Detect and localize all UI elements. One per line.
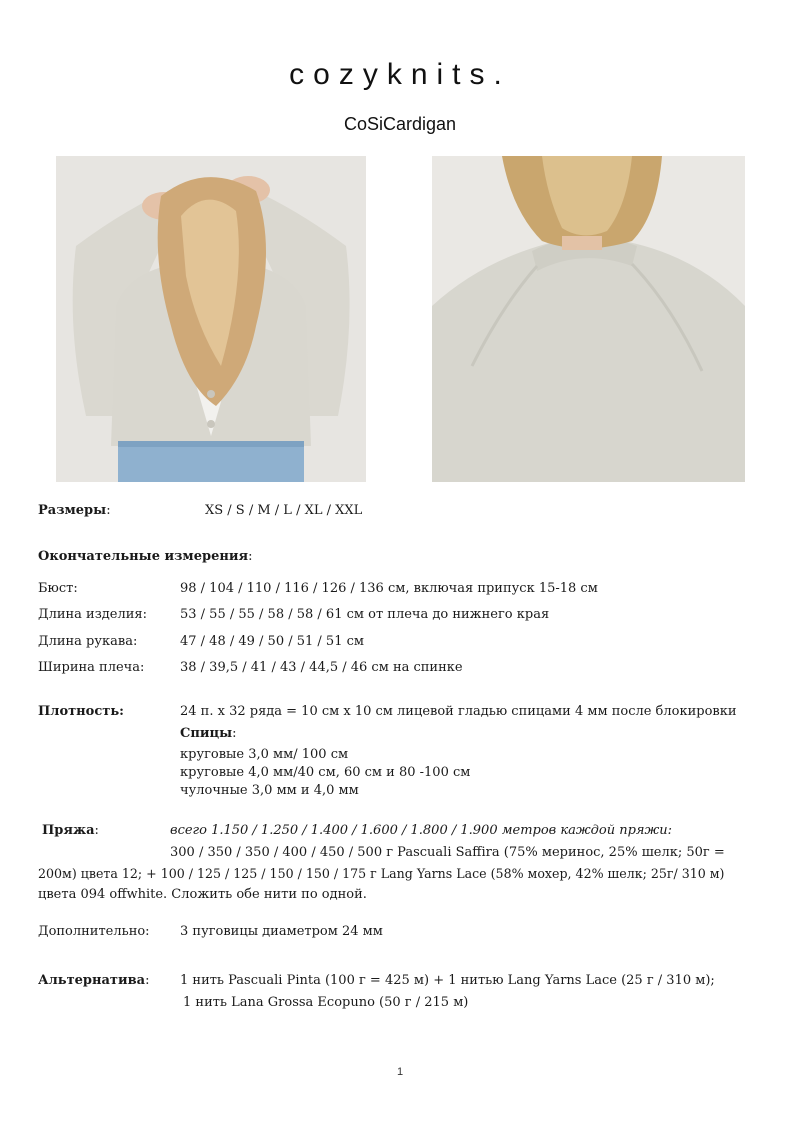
gauge-label: Плотность: [38,704,124,719]
needles-colon: : [232,726,237,741]
alternative-line: 1 нить Lana Grossa Ecopuno (50 г / 215 м) [183,995,469,1010]
measurement-value: 53 / 55 / 55 / 58 / 58 / 61 см от плеча до нижнего края [180,607,550,622]
yarn-amounts: всего 1.150 / 1.250 / 1.400 / 1.600 / 1.800 / 1.900 метров каждой пряжи: [170,823,673,838]
brand-logo: cozyknits. [289,58,511,91]
measurement-label: Ширина плеча: [38,660,145,675]
measurement-value: 98 / 104 / 110 / 116 / 126 / 136 см, включая припуск 15-18 см [180,581,598,596]
notions-label: Дополнительно: [38,924,150,939]
needles-label: Спицы [180,726,233,741]
measurements-heading-row [38,548,253,566]
measurement-value: 38 / 39,5 / 41 / 43 / 44,5 / 46 см на спинке [180,660,463,675]
needles-item: круговые 4,0 мм/40 см, 60 см и 80 -100 см [180,765,471,780]
yarn-line: 300 / 350 / 350 / 400 / 450 / 500 г Pascuali Saffira (75% меринос, 25% шелк; 50г = [170,845,725,860]
needles-item: круговые 3,0 мм/ 100 см [180,747,349,762]
needles-item: чулочные 3,0 мм и 4,0 мм [180,783,359,798]
measurement-value: 47 / 48 / 49 / 50 / 51 / 51 см [180,634,364,649]
model-back-photo [432,156,745,482]
yarn-line: цвета 094 offwhite. Сложить обе нити по одной. [38,887,367,902]
yarn-label: Пряжа [42,823,95,838]
measurements-heading: Окончательные измерения [38,549,249,564]
sizes-value: XS / S / M / L / XL / XXL [205,503,363,518]
measurement-label: Бюст: [38,581,78,596]
sizes-colon: : [106,503,111,518]
alternative-label: Альтернатива [38,973,146,988]
measurement-label: Длина рукава: [38,634,138,649]
measurements-colon: : [248,549,253,564]
yarn-line: 200м) цвета 12; + 100 / 125 / 125 / 150 / 150 / 175 г Lang Yarns Lace (58% мохер, 42% шелк; 25г/ 310 м) [38,866,725,881]
alternative-line: 1 нить Pascuali Pinta (100 г = 425 м) + 1 нитью Lang Yarns Lace (25 г / 310 м); [180,973,715,988]
model-front-photo [56,156,366,482]
yarn-label-row [42,822,99,840]
gauge-value: 24 п. x 32 ряда = 10 см x 10 см лицевой гладью спицами 4 мм после блокировки [180,704,737,719]
sizes-label: Размеры [38,503,107,518]
measurement-label: Длина изделия: [38,607,147,622]
page-number: 1 [396,1066,404,1078]
alternative-colon: : [145,973,150,988]
sizes-label-row [38,502,111,520]
pattern-title: CoSiCardigan [343,114,457,134]
needles-label-row [180,725,237,743]
alternative-label-row [38,972,149,990]
notions-value: 3 пуговицы диаметром 24 мм [180,924,383,939]
yarn-colon: : [94,823,99,838]
